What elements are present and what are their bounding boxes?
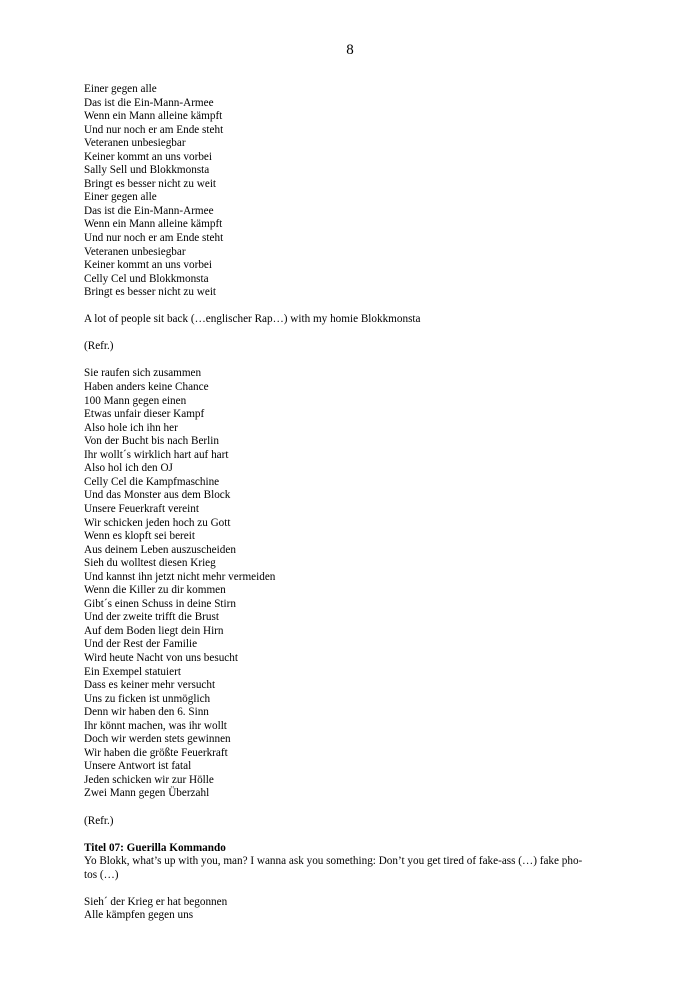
lyric-line: Zwei Mann gegen Überzahl xyxy=(84,787,210,800)
lyric-line: Alle kämpfen gegen uns xyxy=(84,909,194,922)
paragraph-gap xyxy=(84,354,614,368)
track-title: Titel 07: Guerilla Kommando xyxy=(84,841,226,854)
paragraph-gap xyxy=(84,327,614,341)
lyric-line: Veteranen unbesiegbar xyxy=(84,245,186,258)
lyric-line: Ihr könnt machen, was ihr wollt xyxy=(84,719,227,732)
lyric-line: Jeden schicken wir zur Hölle xyxy=(84,773,214,786)
lyric-line: Also hole ich ihn her xyxy=(84,421,178,434)
lyric-line: Einer gegen alle xyxy=(84,83,157,95)
lyric-line: Ein Exempel statuiert xyxy=(84,665,181,678)
lyric-line: Und kannst ihn jetzt nicht mehr vermeiden xyxy=(84,570,276,583)
paragraph-gap xyxy=(84,882,614,896)
verse-2 xyxy=(84,367,614,801)
lyric-line: Keiner kommt an uns vorbei xyxy=(84,150,213,163)
intro-line: Yo Blokk, what’s up with you, man? I wanna ask you something: Don’t you get tired of fake-ass (…) fake pho- xyxy=(84,855,583,868)
lyric-line: Ihr wollt´s wirklich hart auf hart xyxy=(84,448,229,461)
lyric-line: Bringt es besser nicht zu weit xyxy=(84,177,217,190)
lyric-line: Gibt´s einen Schuss in deine Stirn xyxy=(84,597,236,610)
lyric-line: Wenn ein Mann alleine kämpft xyxy=(84,218,223,231)
lyric-line: Also hol ich den OJ xyxy=(84,462,173,475)
lyric-line: Und nur noch er am Ende steht xyxy=(84,123,224,136)
lyric-line: Sieh´ der Krieg er hat begonnen xyxy=(84,895,228,908)
lyric-line: Uns zu ficken ist unmöglich xyxy=(84,692,211,705)
lyric-line: Denn wir haben den 6. Sinn xyxy=(84,706,209,719)
lyric-line: Bringt es besser nicht zu weit xyxy=(84,286,217,299)
lyric-line: Wenn die Killer zu dir kommen xyxy=(84,584,226,597)
lyric-line: Wenn ein Mann alleine kämpft xyxy=(84,110,223,123)
document-body xyxy=(84,83,614,923)
lyric-line: Einer gegen alle xyxy=(84,191,157,204)
lyric-line: Sie raufen sich zusammen xyxy=(84,367,202,380)
lyric-line: Das ist die Ein-Mann-Armee xyxy=(84,96,214,109)
lyric-line: Unsere Antwort ist fatal xyxy=(84,760,192,773)
lyric-line: Wir haben die größte Feuerkraft xyxy=(84,746,228,759)
lyric-line: Das ist die Ein-Mann-Armee xyxy=(84,204,214,217)
lyric-line: Unsere Feuerkraft vereint xyxy=(84,502,199,515)
lyric-line: Und nur noch er am Ende steht xyxy=(84,232,224,245)
page-number: 8 xyxy=(346,42,354,58)
refrain-marker: (Refr.) xyxy=(84,814,114,827)
lyric-line: Etwas unfair dieser Kampf xyxy=(84,408,205,421)
lyric-line: Und das Monster aus dem Block xyxy=(84,489,231,502)
rap-line: A lot of people sit back (…englischer Rap…) with my homie Blokkmonsta xyxy=(84,313,421,326)
intro-line: tos (…) xyxy=(84,868,119,881)
lyric-line: Veteranen unbesiegbar xyxy=(84,137,186,150)
lyric-line: Von der Bucht bis nach Berlin xyxy=(84,435,219,448)
paragraph-gap xyxy=(84,801,614,815)
lyric-line: Sieh du wolltest diesen Krieg xyxy=(84,557,216,570)
paragraph-gap xyxy=(84,828,614,842)
lyric-line: Wird heute Nacht von uns besucht xyxy=(84,651,238,664)
lyric-line: Celly Cel und Blokkmonsta xyxy=(84,272,209,285)
lyric-line: Sally Sell und Blokkmonsta xyxy=(84,164,210,177)
lyric-line: Keiner kommt an uns vorbei xyxy=(84,259,213,272)
paragraph-gap xyxy=(84,300,614,314)
verse-3 xyxy=(84,896,614,923)
lyric-line: Doch wir werden stets gewinnen xyxy=(84,733,231,746)
lyric-line: Celly Cel die Kampfmaschine xyxy=(84,475,220,488)
lyric-line: Auf dem Boden liegt dein Hirn xyxy=(84,624,224,637)
lyric-line: Und der zweite trifft die Brust xyxy=(84,611,219,624)
lyric-line: Aus deinem Leben auszuscheiden xyxy=(84,543,236,556)
refrain-marker: (Refr.) xyxy=(84,340,114,353)
verse-1 xyxy=(84,83,614,300)
lyric-line: 100 Mann gegen einen xyxy=(84,394,187,407)
lyric-line: Wenn es klopft sei bereit xyxy=(84,530,195,543)
lyric-line: Haben anders keine Chance xyxy=(84,381,209,394)
lyric-line: Dass es keiner mehr versucht xyxy=(84,679,216,692)
lyric-line: Wir schicken jeden hoch zu Gott xyxy=(84,516,231,529)
lyric-line: Und der Rest der Familie xyxy=(84,638,198,651)
